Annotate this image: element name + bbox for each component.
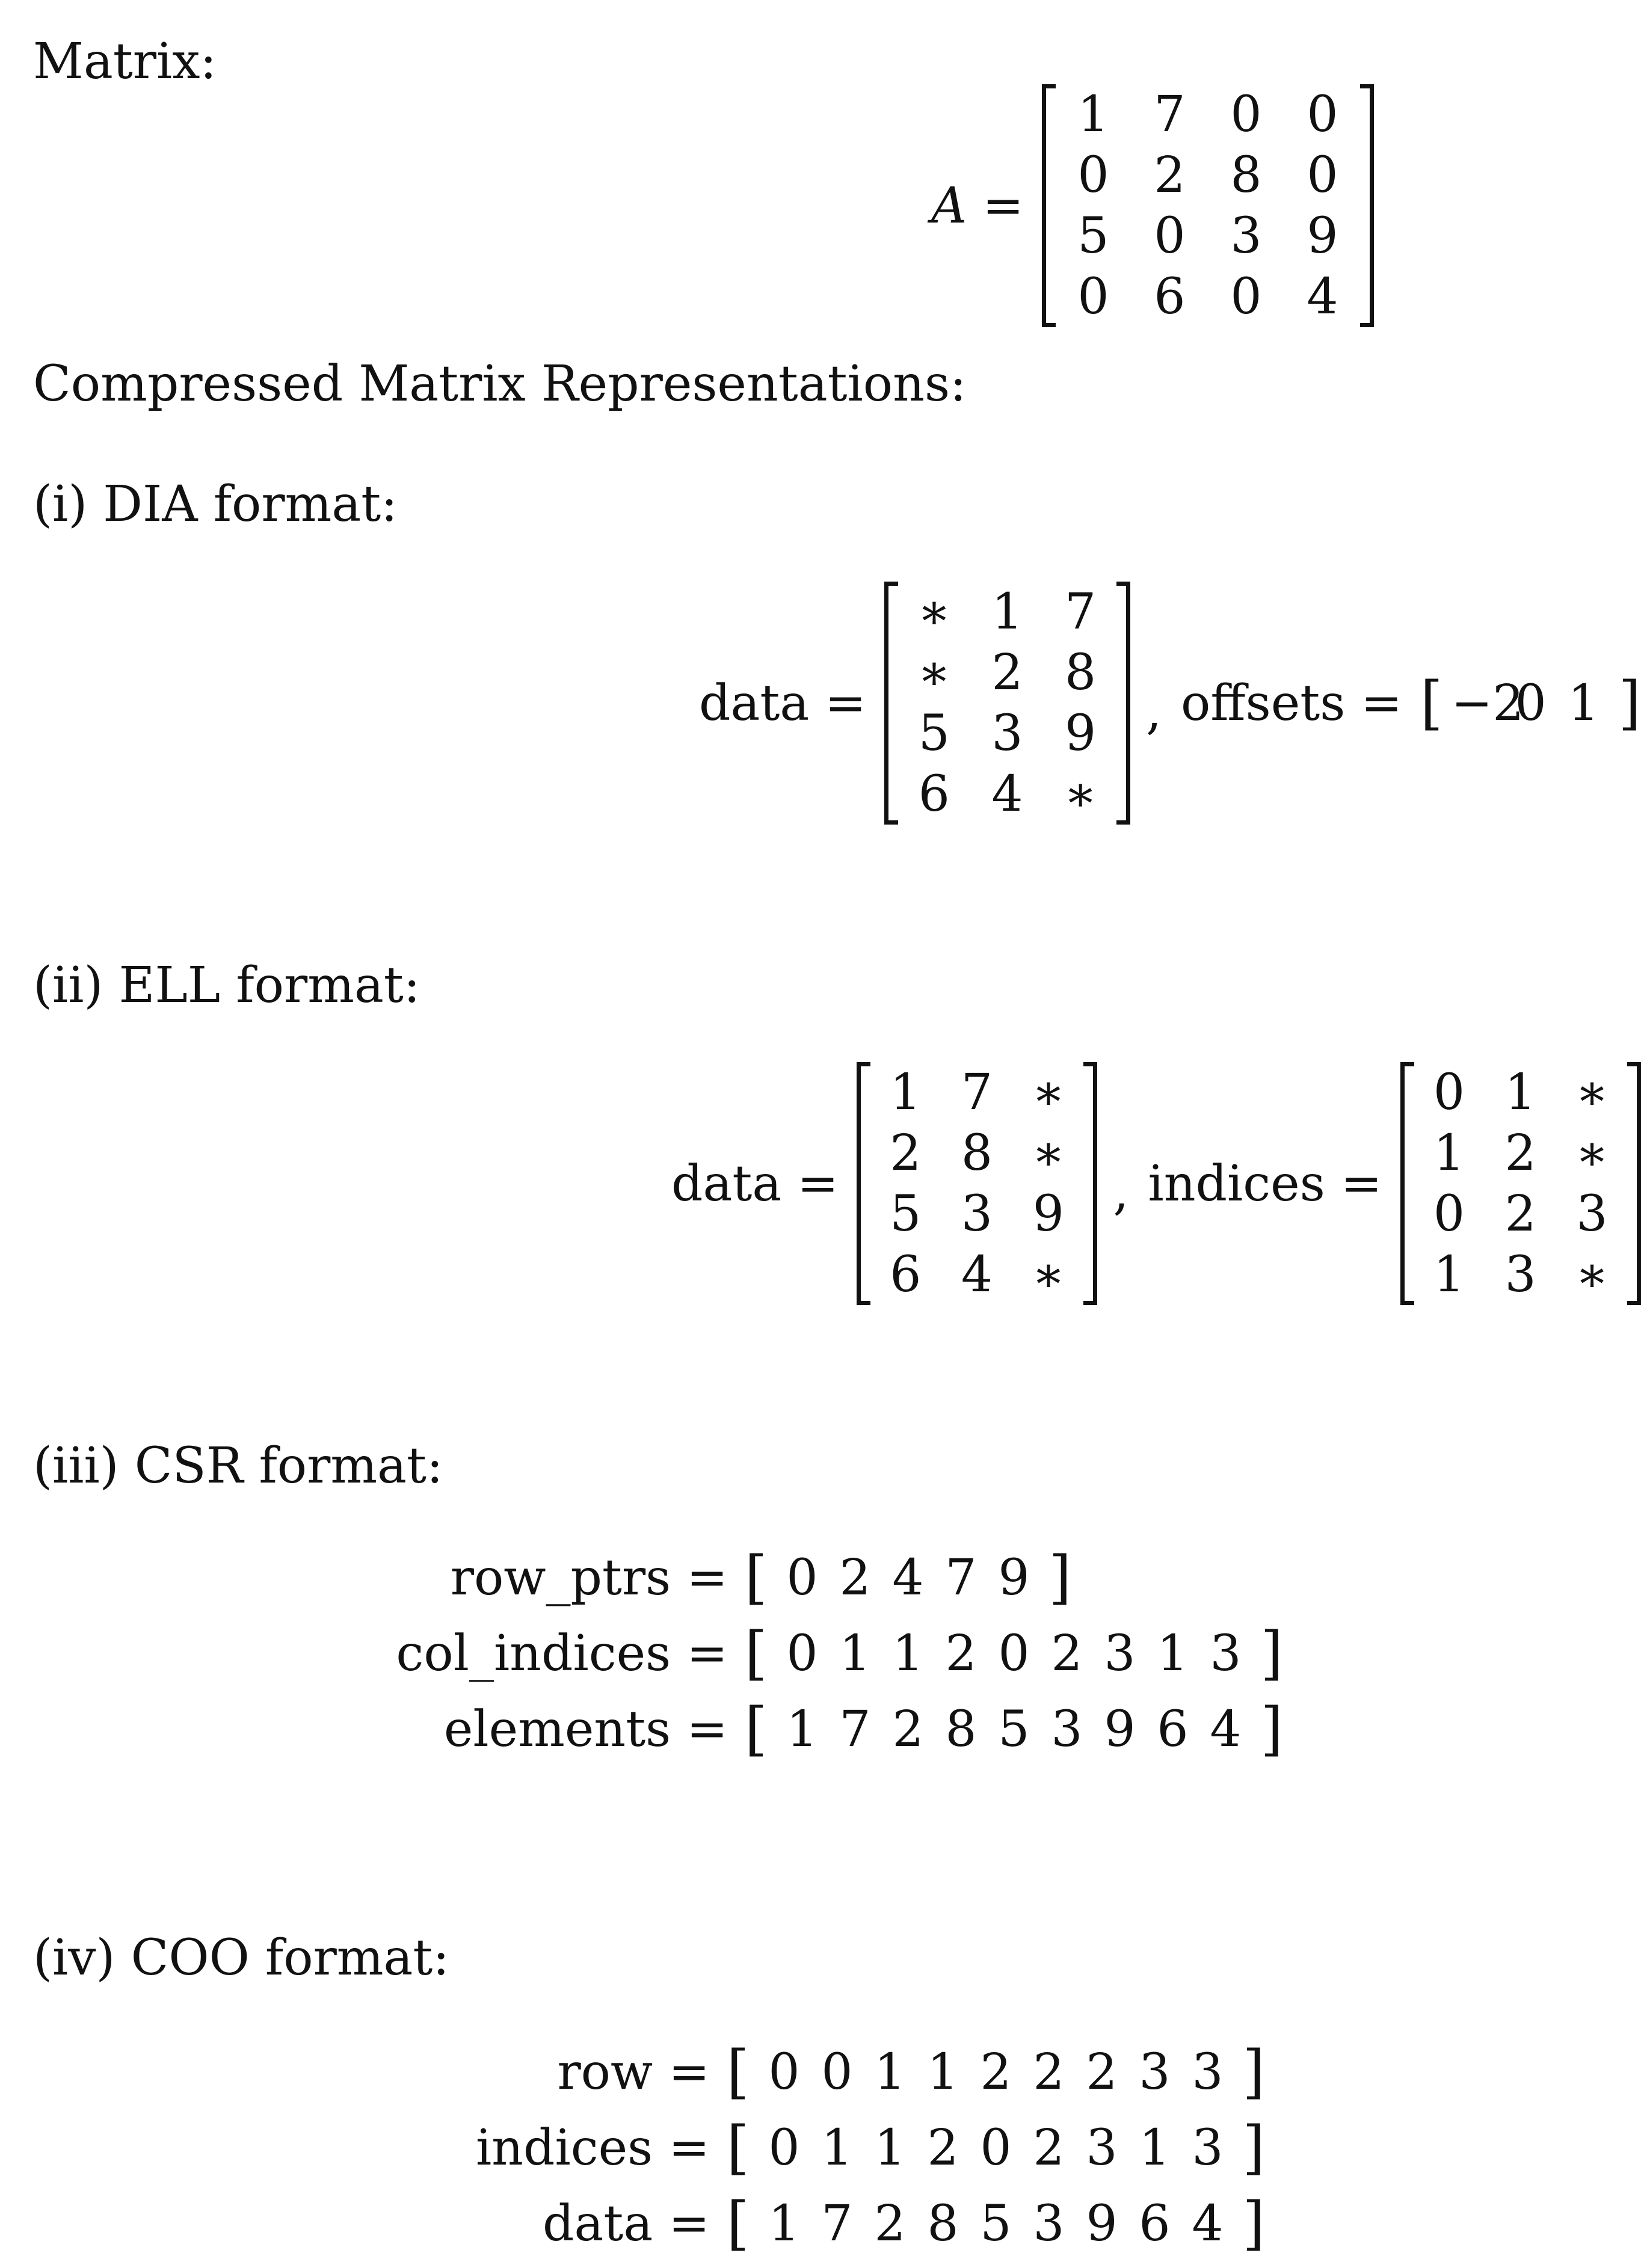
dia-offsets-vector <box>1420 669 1641 737</box>
coo-data-label: data = <box>543 2195 710 2252</box>
coo-row-label: row = <box>557 2043 710 2101</box>
vector-entry: 4 <box>1192 2195 1224 2252</box>
close-bracket: ] <box>1260 1620 1283 1687</box>
matrix-a-equation <box>931 84 1374 327</box>
matrix-cell: 1 <box>1433 1246 1465 1303</box>
ell-indices-matrix <box>1400 1062 1641 1305</box>
coo-data-values <box>757 2195 1234 2252</box>
open-bracket: [ <box>727 2190 750 2257</box>
matrix-cell: 0 <box>1230 85 1262 143</box>
open-bracket: [ <box>745 1544 768 1611</box>
coo-data-vector <box>727 2190 1265 2257</box>
dia-data-label: data = <box>699 674 866 732</box>
vector-entry: 3 <box>1033 2195 1065 2252</box>
matrix-row <box>897 703 1117 764</box>
matrix-cell: 4 <box>991 765 1023 823</box>
ell-comma: , <box>1113 1163 1129 1221</box>
matrix-cell: 2 <box>991 644 1023 701</box>
coo-row-line <box>289 2034 1265 2110</box>
matrix-cell: 1 <box>991 583 1023 641</box>
matrix-a-grid <box>1055 84 1361 327</box>
coo-data-line <box>289 2186 1265 2261</box>
open-bracket: [ <box>745 1695 768 1763</box>
matrix-row <box>897 764 1117 825</box>
ell-data-grid <box>870 1062 1084 1305</box>
vector-entry: 2 <box>927 2119 959 2177</box>
matrix-cell: 8 <box>961 1124 993 1182</box>
matrix-row <box>1055 206 1361 266</box>
matrix-cell: 7 <box>961 1063 993 1121</box>
vector-entry: 2 <box>1033 2043 1065 2101</box>
matrix-row <box>1414 1244 1628 1305</box>
matrix-cell: 5 <box>890 1185 922 1243</box>
vector-entry: 0 <box>980 2119 1012 2177</box>
vector-entry: 1 <box>1157 1624 1189 1682</box>
matrix-row <box>897 582 1117 642</box>
vector-entry: 4 <box>892 1549 924 1606</box>
vector-entry: 3 <box>1210 1624 1242 1682</box>
matrix-cell: 0 <box>1307 146 1338 204</box>
dia-offsets-label: offsets = <box>1181 674 1403 732</box>
matrix-cell: 5 <box>918 704 950 762</box>
matrix-cell: ∗ <box>1575 1063 1609 1121</box>
matrix-cell: 9 <box>1065 704 1097 762</box>
vector-entry: 2 <box>1033 2119 1065 2177</box>
matrix-row <box>1414 1184 1628 1244</box>
vector-entry: 7 <box>821 2195 853 2252</box>
matrix-row <box>1414 1062 1628 1123</box>
csr-elements-line <box>289 1691 1283 1767</box>
matrix-cell: 0 <box>1077 146 1109 204</box>
matrix-cell: 0 <box>1433 1185 1465 1243</box>
csr-heading: (iii) CSR format: <box>33 1437 443 1495</box>
matrix-row <box>1055 84 1361 145</box>
matrix-cell: 1 <box>1077 85 1109 143</box>
matrix-a <box>1042 84 1374 327</box>
matrix-cell: 7 <box>1065 583 1097 641</box>
matrix-cell: 3 <box>1576 1185 1608 1243</box>
vector-entry: 0 <box>768 2119 800 2177</box>
vector-entry: 0 <box>821 2043 853 2101</box>
vector-entry: 3 <box>1192 2119 1224 2177</box>
vector-entry: 3 <box>1051 1700 1083 1758</box>
csr-row-ptrs-values <box>775 1549 1040 1606</box>
coo-row-vector <box>727 2038 1265 2106</box>
matrix-a-label: A = <box>931 177 1024 235</box>
matrix-cell: ∗ <box>1032 1124 1065 1182</box>
vector-entry: 9 <box>1086 2195 1118 2252</box>
csr-col-indices-line <box>289 1615 1283 1691</box>
vector-entry: 7 <box>839 1700 871 1758</box>
matrix-cell: 4 <box>961 1246 993 1303</box>
matrix-cell: 6 <box>890 1246 922 1303</box>
matrix-row <box>870 1184 1084 1244</box>
matrix-cell: 0 <box>1230 268 1262 325</box>
matrix-cell: 2 <box>1504 1124 1536 1182</box>
matrix-row <box>870 1244 1084 1305</box>
vector-entry: −2 <box>1451 674 1524 732</box>
coo-indices-line <box>289 2110 1265 2186</box>
vector-entry: 1 <box>874 2043 906 2101</box>
ell-data-matrix <box>857 1062 1097 1305</box>
coo-row-values <box>757 2044 1234 2101</box>
csr-row-ptrs-label: row_ptrs = <box>450 1549 728 1606</box>
csr-elements-vector <box>745 1695 1283 1763</box>
coo-indices-values <box>757 2119 1234 2177</box>
ell-equation <box>671 1062 1641 1305</box>
matrix-cell: ∗ <box>1032 1063 1065 1121</box>
matrix-row <box>1055 145 1361 206</box>
vector-entry: 5 <box>980 2195 1012 2252</box>
dia-offsets-values <box>1452 675 1610 732</box>
vector-entry: 8 <box>945 1700 977 1758</box>
vector-entry: 4 <box>1210 1700 1242 1758</box>
vector-entry: 2 <box>945 1624 977 1682</box>
matrix-cell: 2 <box>1504 1185 1536 1243</box>
vector-entry: 1 <box>839 1624 871 1682</box>
matrix-cell: 6 <box>1154 268 1186 325</box>
coo-heading: (iv) COO format: <box>33 1929 449 1987</box>
csr-col-indices-values <box>775 1625 1252 1682</box>
vector-entry: 1 <box>892 1624 924 1682</box>
vector-entry: 1 <box>927 2043 959 2101</box>
matrix-cell: 9 <box>1032 1185 1064 1243</box>
vector-entry: 3 <box>1139 2043 1171 2101</box>
dia-comma: , <box>1145 683 1162 740</box>
vector-entry: 0 <box>998 1624 1030 1682</box>
matrix-row <box>1414 1123 1628 1184</box>
csr-row-ptrs-vector <box>745 1544 1071 1611</box>
ell-indices-label: indices = <box>1148 1155 1382 1212</box>
matrix-heading: Matrix: <box>33 33 217 90</box>
matrix-cell: 9 <box>1307 207 1338 265</box>
matrix-cell: 0 <box>1077 268 1109 325</box>
vector-entry: 0 <box>768 2043 800 2101</box>
coo-block <box>289 2034 1265 2261</box>
matrix-row <box>897 642 1117 703</box>
ell-heading: (ii) ELL format: <box>33 957 420 1014</box>
matrix-cell: ∗ <box>1064 765 1097 823</box>
dia-data-matrix <box>884 582 1130 825</box>
vector-entry: 6 <box>1139 2195 1171 2252</box>
ell-indices-grid <box>1414 1062 1628 1305</box>
matrix-cell: 3 <box>1230 207 1262 265</box>
dia-equation <box>699 582 1641 825</box>
matrix-cell: 2 <box>890 1124 922 1182</box>
vector-entry: 1 <box>768 2195 800 2252</box>
vector-entry: 2 <box>874 2195 906 2252</box>
dia-data-grid <box>897 582 1117 825</box>
matrix-cell: 0 <box>1307 85 1338 143</box>
matrix-row <box>870 1062 1084 1123</box>
vector-entry: 1 <box>874 2119 906 2177</box>
matrix-cell: 0 <box>1154 207 1186 265</box>
matrix-cell: 3 <box>991 704 1023 762</box>
matrix-cell: 1 <box>890 1063 922 1121</box>
ell-data-label: data = <box>671 1155 839 1212</box>
matrix-cell: 1 <box>1433 1124 1465 1182</box>
close-bracket: ] <box>1242 2190 1265 2257</box>
matrix-cell: ∗ <box>1575 1246 1609 1303</box>
matrix-cell: 6 <box>918 765 950 823</box>
vector-entry: 0 <box>786 1549 818 1606</box>
vector-entry: 2 <box>839 1549 871 1606</box>
matrix-cell: 8 <box>1230 146 1262 204</box>
matrix-cell: 2 <box>1154 146 1186 204</box>
vector-entry: 2 <box>892 1700 924 1758</box>
open-bracket: [ <box>727 2114 750 2181</box>
close-bracket: ] <box>1048 1544 1071 1611</box>
vector-entry: 5 <box>998 1700 1030 1758</box>
vector-entry: 3 <box>1086 2119 1118 2177</box>
vector-entry: 2 <box>980 2043 1012 2101</box>
vector-entry: 0 <box>786 1624 818 1682</box>
dia-heading: (i) DIA format: <box>33 476 398 533</box>
csr-block <box>289 1540 1283 1767</box>
vector-entry: 7 <box>945 1549 977 1606</box>
vector-entry: 2 <box>1086 2043 1118 2101</box>
close-bracket: ] <box>1260 1695 1283 1763</box>
vector-entry: 0 <box>1515 674 1547 732</box>
matrix-cell: ∗ <box>1032 1246 1065 1303</box>
matrix-cell: 7 <box>1154 85 1186 143</box>
offsets-close-bracket: ] <box>1618 669 1641 737</box>
vector-entry: 1 <box>821 2119 853 2177</box>
matrix-cell: ∗ <box>917 583 951 641</box>
open-bracket: [ <box>727 2038 750 2106</box>
coo-indices-vector <box>727 2114 1265 2181</box>
matrix-cell: 3 <box>1504 1246 1536 1303</box>
matrix-cell: 1 <box>1504 1063 1536 1121</box>
vector-entry: 1 <box>1139 2119 1171 2177</box>
matrix-row <box>870 1123 1084 1184</box>
vector-entry: 1 <box>1568 674 1599 732</box>
matrix-cell: 8 <box>1065 644 1097 701</box>
vector-entry: 9 <box>1104 1700 1136 1758</box>
vector-entry: 9 <box>998 1549 1030 1606</box>
matrix-cell: 5 <box>1077 207 1109 265</box>
matrix-cell: ∗ <box>917 644 951 701</box>
open-bracket: [ <box>745 1620 768 1687</box>
vector-entry: 2 <box>1051 1624 1083 1682</box>
csr-elements-values <box>775 1701 1252 1758</box>
matrix-cell: 4 <box>1307 268 1338 325</box>
matrix-cell: 0 <box>1433 1063 1465 1121</box>
close-bracket: ] <box>1242 2038 1265 2106</box>
vector-entry: 6 <box>1157 1700 1189 1758</box>
close-bracket: ] <box>1242 2114 1265 2181</box>
vector-entry: 3 <box>1192 2043 1224 2101</box>
vector-entry: 3 <box>1104 1624 1136 1682</box>
csr-col-indices-label: col_indices = <box>396 1624 728 1682</box>
compressed-heading: Compressed Matrix Representations: <box>33 355 967 413</box>
vector-entry: 1 <box>786 1700 818 1758</box>
vector-entry: 8 <box>927 2195 959 2252</box>
matrix-cell: 3 <box>961 1185 993 1243</box>
csr-col-indices-vector <box>745 1620 1283 1687</box>
matrix-row <box>1055 266 1361 327</box>
csr-elements-label: elements = <box>443 1700 728 1758</box>
coo-indices-label: indices = <box>475 2119 710 2177</box>
csr-row-ptrs-line <box>289 1540 1283 1615</box>
offsets-open-bracket: [ <box>1420 669 1443 737</box>
matrix-cell: ∗ <box>1575 1124 1609 1182</box>
